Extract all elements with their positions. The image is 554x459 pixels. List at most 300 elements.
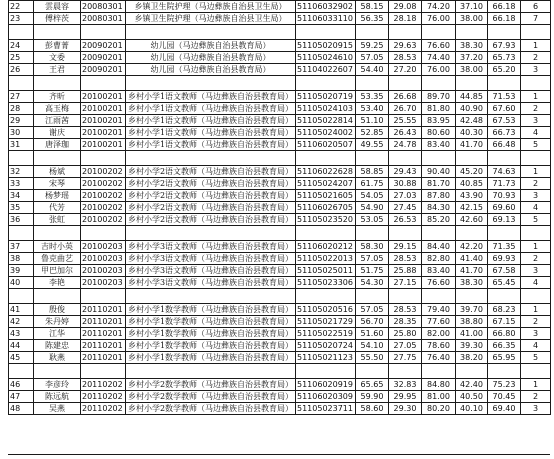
post-code-cell: 20100203: [81, 241, 126, 253]
written-score-weighted-cell: 24.78: [389, 139, 422, 151]
empty-cell: [488, 76, 521, 91]
interview-score-weighted-cell: 38.30: [456, 277, 488, 289]
empty-cell: [296, 289, 356, 304]
empty-cell: [356, 76, 389, 91]
interview-score-weighted-cell: 38.00: [456, 13, 488, 25]
interview-score-cell: 76.40: [422, 352, 456, 364]
table-row: [9, 40, 551, 52]
exam-number-cell: 51105024002: [296, 127, 356, 139]
exam-number-cell: 51106022628: [296, 166, 356, 178]
rank-cell: 1: [521, 304, 551, 316]
empty-cell: [488, 226, 521, 241]
written-score-weighted-cell: 29.63: [389, 40, 422, 52]
score-table-body: [9, 1, 551, 415]
written-score-cell: 54.05: [356, 190, 389, 202]
post-name-cell: 乡村小学2语文教师（马边彝族自治县教育局）: [126, 214, 296, 226]
empty-cell: [356, 151, 389, 166]
empty-cell: [126, 151, 296, 166]
exam-number-cell: 51105021123: [296, 352, 356, 364]
written-score-cell: 53.35: [356, 91, 389, 103]
interview-score-weighted-cell: 42.20: [456, 241, 488, 253]
empty-cell: [488, 25, 521, 40]
exam-number-cell: 51105024610: [296, 52, 356, 64]
candidate-name-cell: 高玉梅: [34, 103, 81, 115]
interview-score-weighted-cell: 38.30: [456, 40, 488, 52]
row-number-cell: 42: [9, 316, 34, 328]
empty-cell: [389, 364, 422, 379]
table-row: [9, 202, 551, 214]
interview-score-cell: 76.00: [422, 64, 456, 76]
post-name-cell: 乡村小学1数学教师（马边彝族自治县教育局）: [126, 316, 296, 328]
post-code-cell: 20110201: [81, 340, 126, 352]
post-code-cell: 20110201: [81, 328, 126, 340]
interview-score-cell: 83.40: [422, 265, 456, 277]
written-score-weighted-cell: 27.20: [389, 64, 422, 76]
empty-cell: [126, 289, 296, 304]
post-code-cell: 20110202: [81, 379, 126, 391]
candidate-name-cell: 王君: [34, 64, 81, 76]
empty-cell: [389, 226, 422, 241]
rank-cell: 4: [521, 277, 551, 289]
written-score-cell: 58.60: [356, 403, 389, 415]
interview-score-cell: 87.80: [422, 190, 456, 202]
row-number-cell: 47: [9, 391, 34, 403]
post-name-cell: 乡村小学2数学教师（马边彝族自治县教育局）: [126, 403, 296, 415]
post-name-cell: 乡村小学1语文教师（马边彝族自治县教育局）: [126, 91, 296, 103]
total-score-cell: 65.20: [488, 64, 521, 76]
post-code-cell: 20100201: [81, 115, 126, 127]
empty-cell: [296, 364, 356, 379]
empty-cell: [488, 364, 521, 379]
written-score-weighted-cell: 25.55: [389, 115, 422, 127]
empty-cell: [34, 25, 81, 40]
interview-score-cell: 77.60: [422, 316, 456, 328]
empty-cell: [456, 364, 488, 379]
written-score-cell: 49.55: [356, 139, 389, 151]
written-score-weighted-cell: 27.05: [389, 340, 422, 352]
written-score-cell: 57.05: [356, 52, 389, 64]
written-score-cell: 51.10: [356, 115, 389, 127]
empty-cell: [81, 226, 126, 241]
empty-cell: [456, 76, 488, 91]
written-score-cell: 54.10: [356, 340, 389, 352]
post-name-cell: 乡镇卫生院护理（马边彝族自治县卫生局）: [126, 13, 296, 25]
written-score-weighted-cell: 32.83: [389, 379, 422, 391]
table-row: [9, 253, 551, 265]
interview-score-cell: 83.95: [422, 115, 456, 127]
post-name-cell: 乡村小学3语文教师（马边彝族自治县教育局）: [126, 265, 296, 277]
post-code-cell: 20100202: [81, 178, 126, 190]
interview-score-weighted-cell: 42.15: [456, 202, 488, 214]
post-name-cell: 乡村小学3语文教师（马边彝族自治县教育局）: [126, 253, 296, 265]
row-number-cell: 31: [9, 139, 34, 151]
candidate-name-cell: 甲巴加尔: [34, 265, 81, 277]
table-row: [9, 403, 551, 415]
written-score-cell: 54.40: [356, 64, 389, 76]
interview-score-weighted-cell: 41.70: [456, 265, 488, 277]
written-score-weighted-cell: 26.70: [389, 103, 422, 115]
group-spacer-row: [9, 76, 551, 91]
post-code-cell: 20100203: [81, 253, 126, 265]
interview-score-cell: 84.40: [422, 241, 456, 253]
interview-score-weighted-cell: 40.50: [456, 391, 488, 403]
rank-cell: 2: [521, 52, 551, 64]
rank-cell: 3: [521, 403, 551, 415]
total-score-cell: 70.45: [488, 391, 521, 403]
written-score-weighted-cell: 29.15: [389, 241, 422, 253]
empty-cell: [81, 289, 126, 304]
interview-score-weighted-cell: 42.40: [456, 379, 488, 391]
candidate-name-cell: 吉时小英: [34, 241, 81, 253]
written-score-cell: 58.15: [356, 1, 389, 13]
interview-score-cell: 79.40: [422, 304, 456, 316]
post-name-cell: 乡村小学1语文教师（马边彝族自治县教育局）: [126, 127, 296, 139]
interview-score-cell: 74.20: [422, 1, 456, 13]
empty-cell: [456, 25, 488, 40]
post-code-cell: 20100202: [81, 214, 126, 226]
table-row: [9, 391, 551, 403]
table-row: [9, 1, 551, 13]
written-score-weighted-cell: 29.43: [389, 166, 422, 178]
post-code-cell: 20080301: [81, 1, 126, 13]
interview-score-weighted-cell: 40.30: [456, 127, 488, 139]
empty-cell: [126, 364, 296, 379]
written-score-weighted-cell: 28.53: [389, 52, 422, 64]
row-number-cell: 41: [9, 304, 34, 316]
empty-cell: [422, 289, 456, 304]
written-score-weighted-cell: 25.88: [389, 265, 422, 277]
total-score-cell: 66.35: [488, 340, 521, 352]
group-spacer-row: [9, 289, 551, 304]
total-score-cell: 67.60: [488, 103, 521, 115]
interview-score-cell: 89.70: [422, 91, 456, 103]
group-spacer-row: [9, 25, 551, 40]
interview-score-weighted-cell: 39.30: [456, 340, 488, 352]
table-row: [9, 139, 551, 151]
interview-score-weighted-cell: 38.20: [456, 352, 488, 364]
table-row: [9, 316, 551, 328]
total-score-cell: 65.73: [488, 52, 521, 64]
interview-score-cell: 76.60: [422, 277, 456, 289]
rank-cell: 4: [521, 202, 551, 214]
post-name-cell: 乡村小学3语文教师（马边彝族自治县教育局）: [126, 277, 296, 289]
rank-cell: 2: [521, 103, 551, 115]
exam-number-cell: 51106020919: [296, 379, 356, 391]
written-score-cell: 51.60: [356, 328, 389, 340]
interview-score-weighted-cell: 40.90: [456, 103, 488, 115]
interview-score-weighted-cell: 38.00: [456, 64, 488, 76]
table-row: [9, 328, 551, 340]
row-number-cell: 38: [9, 253, 34, 265]
table-bottom-rule: [8, 454, 550, 455]
empty-cell: [296, 76, 356, 91]
rank-cell: 3: [521, 115, 551, 127]
table-row: [9, 265, 551, 277]
row-number-cell: 45: [9, 352, 34, 364]
written-score-weighted-cell: 28.35: [389, 316, 422, 328]
written-score-cell: 56.70: [356, 316, 389, 328]
exam-number-cell: 51105020516: [296, 304, 356, 316]
interview-score-weighted-cell: 41.70: [456, 139, 488, 151]
empty-cell: [488, 289, 521, 304]
empty-cell: [9, 289, 34, 304]
total-score-cell: 70.93: [488, 190, 521, 202]
empty-cell: [81, 76, 126, 91]
table-row: [9, 52, 551, 64]
candidate-name-cell: 陈远航: [34, 391, 81, 403]
empty-cell: [356, 289, 389, 304]
empty-cell: [9, 226, 34, 241]
empty-cell: [81, 25, 126, 40]
candidate-name-cell: 宋琴: [34, 178, 81, 190]
rank-cell: 2: [521, 253, 551, 265]
empty-cell: [9, 25, 34, 40]
interview-score-weighted-cell: 39.70: [456, 304, 488, 316]
row-number-cell: 36: [9, 214, 34, 226]
empty-cell: [389, 151, 422, 166]
row-number-cell: 24: [9, 40, 34, 52]
post-code-cell: 20100203: [81, 277, 126, 289]
rank-cell: 5: [521, 352, 551, 364]
empty-cell: [296, 151, 356, 166]
empty-cell: [296, 226, 356, 241]
candidate-name-cell: 彭曹菁: [34, 40, 81, 52]
written-score-cell: 59.25: [356, 40, 389, 52]
written-score-weighted-cell: 26.53: [389, 214, 422, 226]
candidate-name-cell: 唐泽珈: [34, 139, 81, 151]
total-score-cell: 69.60: [488, 202, 521, 214]
post-name-cell: 乡村小学1语文教师（马边彝族自治县教育局）: [126, 139, 296, 151]
interview-score-cell: 74.40: [422, 52, 456, 64]
candidate-name-cell: 代芳: [34, 202, 81, 214]
rank-cell: 3: [521, 64, 551, 76]
exam-number-cell: 51105023306: [296, 277, 356, 289]
row-number-cell: 43: [9, 328, 34, 340]
post-code-cell: 20100201: [81, 91, 126, 103]
exam-number-cell: 51105024103: [296, 103, 356, 115]
written-score-cell: 53.40: [356, 103, 389, 115]
empty-cell: [488, 151, 521, 166]
interview-score-cell: 90.40: [422, 166, 456, 178]
written-score-weighted-cell: 28.53: [389, 304, 422, 316]
empty-cell: [34, 289, 81, 304]
candidate-name-cell: 江雨茜: [34, 115, 81, 127]
interview-score-cell: 83.40: [422, 139, 456, 151]
score-table: [8, 0, 551, 415]
rank-cell: 2: [521, 178, 551, 190]
total-score-cell: 65.95: [488, 352, 521, 364]
rank-cell: 6: [521, 1, 551, 13]
empty-cell: [389, 289, 422, 304]
written-score-weighted-cell: 28.53: [389, 253, 422, 265]
interview-score-weighted-cell: 43.90: [456, 190, 488, 202]
empty-cell: [521, 364, 551, 379]
rank-cell: 5: [521, 214, 551, 226]
total-score-cell: 68.23: [488, 304, 521, 316]
written-score-cell: 54.90: [356, 202, 389, 214]
post-name-cell: 乡村小学2语文教师（马边彝族自治县教育局）: [126, 178, 296, 190]
candidate-name-cell: 耿燕: [34, 352, 81, 364]
interview-score-cell: 81.70: [422, 178, 456, 190]
rank-cell: 4: [521, 127, 551, 139]
interview-score-weighted-cell: 42.60: [456, 214, 488, 226]
rank-cell: 5: [521, 139, 551, 151]
post-code-cell: 20100201: [81, 127, 126, 139]
empty-cell: [9, 151, 34, 166]
row-number-cell: 25: [9, 52, 34, 64]
written-score-weighted-cell: 27.03: [389, 190, 422, 202]
written-score-weighted-cell: 28.18: [389, 13, 422, 25]
total-score-cell: 66.80: [488, 328, 521, 340]
post-name-cell: 乡村小学1数学教师（马边彝族自治县教育局）: [126, 352, 296, 364]
interview-score-weighted-cell: 38.80: [456, 316, 488, 328]
row-number-cell: 28: [9, 103, 34, 115]
empty-cell: [422, 226, 456, 241]
written-score-cell: 55.50: [356, 352, 389, 364]
row-number-cell: 44: [9, 340, 34, 352]
candidate-name-cell: 鲁克曲艺: [34, 253, 81, 265]
empty-cell: [521, 76, 551, 91]
post-name-cell: 乡村小学1语文教师（马边彝族自治县教育局）: [126, 115, 296, 127]
candidate-name-cell: 江华: [34, 328, 81, 340]
total-score-cell: 65.45: [488, 277, 521, 289]
post-code-cell: 20090201: [81, 64, 126, 76]
post-code-cell: 20090201: [81, 52, 126, 64]
written-score-cell: 56.35: [356, 13, 389, 25]
exam-number-cell: 51105020915: [296, 40, 356, 52]
table-row: [9, 166, 551, 178]
empty-cell: [356, 25, 389, 40]
candidate-name-cell: 文委: [34, 52, 81, 64]
written-score-cell: 51.75: [356, 265, 389, 277]
written-score-weighted-cell: 27.45: [389, 202, 422, 214]
empty-cell: [521, 226, 551, 241]
exam-number-cell: 51105023711: [296, 403, 356, 415]
table-row: [9, 277, 551, 289]
written-score-cell: 59.90: [356, 391, 389, 403]
group-spacer-row: [9, 226, 551, 241]
post-name-cell: 乡村小学3语文教师（马边彝族自治县教育局）: [126, 241, 296, 253]
written-score-weighted-cell: 26.43: [389, 127, 422, 139]
interview-score-weighted-cell: 41.00: [456, 328, 488, 340]
table-row: [9, 178, 551, 190]
candidate-name-cell: 杨梦瑶: [34, 190, 81, 202]
post-code-cell: 20100203: [81, 265, 126, 277]
empty-cell: [456, 151, 488, 166]
interview-score-cell: 82.00: [422, 328, 456, 340]
empty-cell: [34, 151, 81, 166]
empty-cell: [389, 76, 422, 91]
empty-cell: [521, 289, 551, 304]
interview-score-cell: 81.80: [422, 103, 456, 115]
written-score-weighted-cell: 30.88: [389, 178, 422, 190]
written-score-cell: 57.05: [356, 253, 389, 265]
written-score-weighted-cell: 29.95: [389, 391, 422, 403]
post-name-cell: 乡村小学2数学教师（马边彝族自治县教育局）: [126, 379, 296, 391]
post-name-cell: 乡村小学1数学教师（马边彝族自治县教育局）: [126, 340, 296, 352]
exam-number-cell: 51105024207: [296, 178, 356, 190]
exam-number-cell: 51105023520: [296, 214, 356, 226]
row-number-cell: 27: [9, 91, 34, 103]
interview-score-weighted-cell: 45.20: [456, 166, 488, 178]
total-score-cell: 66.18: [488, 13, 521, 25]
row-number-cell: 26: [9, 64, 34, 76]
total-score-cell: 66.73: [488, 127, 521, 139]
exam-number-cell: 51105020719: [296, 91, 356, 103]
empty-cell: [9, 76, 34, 91]
post-name-cell: 乡村小学1语文教师（马边彝族自治县教育局）: [126, 103, 296, 115]
interview-score-cell: 76.00: [422, 13, 456, 25]
candidate-name-cell: 齐昕: [34, 91, 81, 103]
candidate-name-cell: 李艳: [34, 277, 81, 289]
empty-cell: [456, 289, 488, 304]
interview-score-cell: 80.60: [422, 127, 456, 139]
written-score-cell: 58.85: [356, 166, 389, 178]
row-number-cell: 37: [9, 241, 34, 253]
post-code-cell: 20100202: [81, 202, 126, 214]
table-row: [9, 13, 551, 25]
candidate-name-cell: 傅梓茨: [34, 13, 81, 25]
row-number-cell: 29: [9, 115, 34, 127]
post-code-cell: 20110201: [81, 304, 126, 316]
post-code-cell: 20110202: [81, 403, 126, 415]
interview-score-weighted-cell: 40.10: [456, 403, 488, 415]
written-score-cell: 61.75: [356, 178, 389, 190]
interview-score-cell: 81.00: [422, 391, 456, 403]
exam-number-cell: 51105025011: [296, 265, 356, 277]
rank-cell: 7: [521, 13, 551, 25]
total-score-cell: 69.40: [488, 403, 521, 415]
post-code-cell: 20100201: [81, 139, 126, 151]
rank-cell: 1: [521, 166, 551, 178]
total-score-cell: 74.63: [488, 166, 521, 178]
written-score-cell: 58.30: [356, 241, 389, 253]
candidate-name-cell: 陈建忠: [34, 340, 81, 352]
candidate-name-cell: 殷俊: [34, 304, 81, 316]
group-spacer-row: [9, 364, 551, 379]
rank-cell: 2: [521, 316, 551, 328]
interview-score-cell: 84.30: [422, 202, 456, 214]
total-score-cell: 66.18: [488, 1, 521, 13]
interview-score-cell: 80.20: [422, 403, 456, 415]
exam-number-cell: 51104022607: [296, 64, 356, 76]
candidate-name-cell: 吴燕: [34, 403, 81, 415]
row-number-cell: 39: [9, 265, 34, 277]
post-name-cell: 幼儿园（马边彝族自治县教育局）: [126, 64, 296, 76]
post-code-cell: 20080301: [81, 13, 126, 25]
post-name-cell: 乡村小学2数学教师（马边彝族自治县教育局）: [126, 391, 296, 403]
rank-cell: 3: [521, 265, 551, 277]
post-name-cell: 乡村小学1数学教师（马边彝族自治县教育局）: [126, 328, 296, 340]
table-row: [9, 304, 551, 316]
written-score-weighted-cell: 27.15: [389, 277, 422, 289]
row-number-cell: 32: [9, 166, 34, 178]
written-score-weighted-cell: 29.08: [389, 1, 422, 13]
post-name-cell: 幼儿园（马边彝族自治县教育局）: [126, 52, 296, 64]
empty-cell: [356, 364, 389, 379]
candidate-name-cell: 杨斌: [34, 166, 81, 178]
table-row: [9, 241, 551, 253]
exam-number-cell: 51106020309: [296, 391, 356, 403]
rank-cell: 1: [521, 241, 551, 253]
row-number-cell: 40: [9, 277, 34, 289]
candidate-name-cell: 朱丹婷: [34, 316, 81, 328]
empty-cell: [9, 364, 34, 379]
candidate-name-cell: 张虹: [34, 214, 81, 226]
total-score-cell: 71.35: [488, 241, 521, 253]
row-number-cell: 35: [9, 202, 34, 214]
interview-score-weighted-cell: 37.20: [456, 52, 488, 64]
